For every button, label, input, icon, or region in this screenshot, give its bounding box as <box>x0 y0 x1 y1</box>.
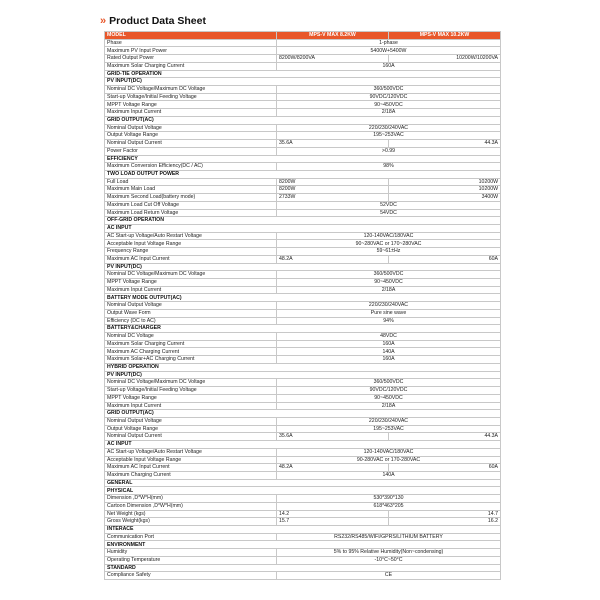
spec-row <box>105 163 501 171</box>
spec-label: Dimension ,D*W*H(mm) <box>105 495 277 503</box>
spec-value-shared: 98% <box>277 163 501 171</box>
spec-value-shared: 140A <box>277 348 501 356</box>
spec-row <box>105 93 501 101</box>
spec-value-shared: 195~253VAC <box>277 425 501 433</box>
spec-value-shared: 5400W+5400W <box>277 47 501 55</box>
spec-label: Maximum Conversion Efficiency(DC / AC) <box>105 163 277 171</box>
spec-label: Compliance Safety <box>105 572 277 580</box>
spec-label: Nominal DC Voltage <box>105 333 277 341</box>
spec-value-shared: 530*390*130 <box>277 495 501 503</box>
spec-label: Power Factor <box>105 147 277 155</box>
spec-label: Maximum Input Current <box>105 402 277 410</box>
spec-row <box>105 279 501 287</box>
spec-row <box>105 140 501 148</box>
spec-row <box>105 248 501 256</box>
spec-row <box>105 255 501 263</box>
spec-label: Nominal DC Voltage/Maximum DC Voltage <box>105 379 277 387</box>
spec-label: Maximum Input Current <box>105 286 277 294</box>
spec-value-shared: 2/18A <box>277 286 501 294</box>
section-heading: GENERAL <box>105 479 501 487</box>
spec-label: Output Voltage Range <box>105 425 277 433</box>
spec-value-shared: 94% <box>277 317 501 325</box>
spec-value-shared: CE <box>277 572 501 580</box>
subsection-heading-row <box>105 526 501 534</box>
spec-label: Start-up Voltage/Initial Feeding Voltage <box>105 93 277 101</box>
subsection-heading-row <box>105 541 501 549</box>
spec-row <box>105 62 501 70</box>
spec-value-shared: 220/230/240VAC <box>277 124 501 132</box>
page-title-text: Product Data Sheet <box>109 15 206 27</box>
subsection-heading-row <box>105 410 501 418</box>
spec-value-shared: 360/500VDC <box>277 271 501 279</box>
spec-value-shared: 52VDC <box>277 201 501 209</box>
subsection-heading: GRID OUTPUT(AC) <box>105 410 501 418</box>
spec-value-10-2kw: 3400W <box>389 194 501 202</box>
spec-row <box>105 549 501 557</box>
spec-label: Nominal Output Voltage <box>105 124 277 132</box>
spec-row <box>105 109 501 117</box>
table-header-row <box>105 32 501 40</box>
spec-value-shared: 90~450VDC <box>277 101 501 109</box>
spec-label: AC Start-up Voltage/Auto Restart Voltage <box>105 448 277 456</box>
spec-label: Nominal DC Voltage/Maximum DC Voltage <box>105 86 277 94</box>
section-heading: HYBRID OPERATION <box>105 363 501 371</box>
spec-value-10-2kw: 16.2 <box>389 518 501 526</box>
spec-label: Maximum PV Input Power <box>105 47 277 55</box>
spec-value-shared: 90~450VDC <box>277 394 501 402</box>
spec-label: Efficiency (DC to AC) <box>105 317 277 325</box>
spec-value-shared: 160A <box>277 62 501 70</box>
subsection-heading: PV INPUT(DC) <box>105 371 501 379</box>
subsection-heading: EFFICIENCY <box>105 155 501 163</box>
spec-row <box>105 433 501 441</box>
spec-label: Gross Weight(kgs) <box>105 518 277 526</box>
spec-value-shared: 360/500VDC <box>277 86 501 94</box>
spec-row <box>105 309 501 317</box>
spec-value-shared: 195~253VAC <box>277 132 501 140</box>
spec-label: Phase <box>105 39 277 47</box>
spec-value-shared: 48VDC <box>277 333 501 341</box>
spec-row <box>105 387 501 395</box>
subsection-heading-row <box>105 564 501 572</box>
subsection-heading-row <box>105 263 501 271</box>
spec-label: MPPT Voltage Range <box>105 101 277 109</box>
spec-label: Maximum AC Charging Current <box>105 348 277 356</box>
spec-value-10-2kw: 44.3A <box>389 140 501 148</box>
section-heading-row <box>105 217 501 225</box>
spec-row <box>105 471 501 479</box>
spec-value-shared: 160A <box>277 356 501 364</box>
spec-row <box>105 186 501 194</box>
spec-row <box>105 572 501 580</box>
subsection-heading: ENVIRONMENT <box>105 541 501 549</box>
spec-label: Nominal Output Current <box>105 140 277 148</box>
spec-value-shared: 618*463*205 <box>277 502 501 510</box>
spec-row <box>105 502 501 510</box>
subsection-heading-row <box>105 155 501 163</box>
spec-label: Acceptable Input Voltage Range <box>105 240 277 248</box>
spec-value-shared: 120-140VAC/180VAC <box>277 448 501 456</box>
spec-label: Nominal Output Voltage <box>105 302 277 310</box>
spec-value-8-2kw: 8200W <box>277 186 389 194</box>
spec-label: Rated Output Power <box>105 55 277 63</box>
model-column-b: MPS-V MAX 10.2KW <box>389 32 501 40</box>
spec-label: Net Weight (kgs) <box>105 510 277 518</box>
spec-value-shared: 5% to 95% Relative Humidity(Non~condensing) <box>277 549 501 557</box>
spec-value-shared: -10°C~50°C <box>277 556 501 564</box>
spec-row <box>105 124 501 132</box>
spec-label: Maximum Solar+AC Charging Current <box>105 356 277 364</box>
spec-value-shared: 90~280VAC or 170~280VAC <box>277 240 501 248</box>
subsection-heading: GRID OUTPUT(AC) <box>105 116 501 124</box>
spec-label: Full Load <box>105 178 277 186</box>
subsection-heading-row <box>105 294 501 302</box>
subsection-heading-row <box>105 487 501 495</box>
spec-label: Maximum Second Load(battery mode) <box>105 194 277 202</box>
spec-label: MPPT Voltage Range <box>105 279 277 287</box>
spec-label: Maximum Solar Charging Current <box>105 340 277 348</box>
spec-value-10-2kw: 10200W/10200VA <box>389 55 501 63</box>
spec-value-shared: RS232/RS485/WIFI/GPRS/LITHIUM BATTERY <box>277 533 501 541</box>
spec-value-shared: 140A <box>277 471 501 479</box>
spec-row <box>105 132 501 140</box>
spec-value-8-2kw: 8200W/8200VA <box>277 55 389 63</box>
subsection-heading: TWO LOAD OUTPUT POWER <box>105 170 501 178</box>
spec-row <box>105 510 501 518</box>
subsection-heading: BATTERY MODE OUTPUT(AC) <box>105 294 501 302</box>
spec-value-8-2kw: 2733W <box>277 194 389 202</box>
spec-row <box>105 340 501 348</box>
spec-row <box>105 456 501 464</box>
spec-row <box>105 101 501 109</box>
spec-value-8-2kw: 35.6A <box>277 433 389 441</box>
spec-value-shared: 220/230/240VAC <box>277 417 501 425</box>
subsection-heading-row <box>105 116 501 124</box>
spec-value-shared: 54VDC <box>277 209 501 217</box>
page-title <box>100 14 206 28</box>
subsection-heading-row <box>105 224 501 232</box>
spec-value-10-2kw: 60A <box>389 464 501 472</box>
spec-row <box>105 201 501 209</box>
spec-value-shared: 90VDC/120VDC <box>277 387 501 395</box>
section-heading: OFF-GRID OPERATION <box>105 217 501 225</box>
spec-label: Maximum Input Current <box>105 109 277 117</box>
spec-row <box>105 232 501 240</box>
spec-value-10-2kw: 14.7 <box>389 510 501 518</box>
spec-value-10-2kw: 44.3A <box>389 433 501 441</box>
spec-row <box>105 86 501 94</box>
spec-row <box>105 178 501 186</box>
spec-row <box>105 240 501 248</box>
spec-value-shared: 2/18A <box>277 109 501 117</box>
spec-label: Maximum AC Input Current <box>105 255 277 263</box>
spec-value-8-2kw: 48.2A <box>277 464 389 472</box>
spec-row <box>105 194 501 202</box>
spec-row <box>105 271 501 279</box>
spec-label: Maximum Main Load <box>105 186 277 194</box>
spec-value-shared: 90VDC/120VDC <box>277 93 501 101</box>
spec-label: Acceptable Input Voltage Range <box>105 456 277 464</box>
spec-value-shared: 1-phase <box>277 39 501 47</box>
spec-row <box>105 379 501 387</box>
spec-value-shared: 360/500VDC <box>277 379 501 387</box>
section-heading-row <box>105 479 501 487</box>
spec-row <box>105 147 501 155</box>
subsection-heading-row <box>105 325 501 333</box>
subsection-heading: BATTERY&CHARGER <box>105 325 501 333</box>
spec-value-8-2kw: 35.6A <box>277 140 389 148</box>
subsection-heading: PV INPUT(DC) <box>105 263 501 271</box>
section-heading-row <box>105 70 501 78</box>
spec-label: Maximum AC Input Current <box>105 464 277 472</box>
subsection-heading-row <box>105 170 501 178</box>
spec-label: Maximum Load Return Voltage <box>105 209 277 217</box>
spec-row <box>105 495 501 503</box>
spec-value-shared: 160A <box>277 340 501 348</box>
spec-value-shared: 120-140VAC/180VAC <box>277 232 501 240</box>
spec-row <box>105 209 501 217</box>
spec-row <box>105 417 501 425</box>
spec-row <box>105 356 501 364</box>
spec-label: Output Voltage Range <box>105 132 277 140</box>
spec-row <box>105 55 501 63</box>
spec-row <box>105 333 501 341</box>
spec-value-10-2kw: 60A <box>389 255 501 263</box>
spec-value-shared: 59~61±Hz <box>277 248 501 256</box>
spec-value-shared: 90-280VAC or 170-280VAC <box>277 456 501 464</box>
spec-row <box>105 518 501 526</box>
subsection-heading: INTERACE <box>105 526 501 534</box>
spec-label: Cartoon Dimension ,D*W*H(mm) <box>105 502 277 510</box>
spec-label: Nominal Output Current <box>105 433 277 441</box>
spec-value-shared: 90~450VDC <box>277 279 501 287</box>
double-chevron-icon: » <box>100 15 106 27</box>
spec-label: Nominal DC Voltage/Maximum DC Voltage <box>105 271 277 279</box>
spec-row <box>105 556 501 564</box>
spec-label: MPPT Voltage Range <box>105 394 277 402</box>
spec-row <box>105 348 501 356</box>
spec-row <box>105 402 501 410</box>
spec-row <box>105 39 501 47</box>
product-data-table <box>104 31 501 580</box>
spec-value-8-2kw: 48.2A <box>277 255 389 263</box>
spec-value-10-2kw: 10200W <box>389 178 501 186</box>
spec-label: Communication Port <box>105 533 277 541</box>
spec-row <box>105 448 501 456</box>
subsection-heading: AC INPUT <box>105 441 501 449</box>
spec-value-8-2kw: 8200W <box>277 178 389 186</box>
subsection-heading: AC INPUT <box>105 224 501 232</box>
subsection-heading-row <box>105 78 501 86</box>
spec-row <box>105 302 501 310</box>
subsection-heading: PHYSICAL <box>105 487 501 495</box>
section-heading-row <box>105 363 501 371</box>
spec-value-10-2kw: 10200W <box>389 186 501 194</box>
subsection-heading: STANDARD <box>105 564 501 572</box>
spec-value-shared: >0.99 <box>277 147 501 155</box>
model-header: MODEL <box>105 32 277 40</box>
spec-label: Nominal Output Voltage <box>105 417 277 425</box>
spec-value-shared: 220/230/240VAC <box>277 302 501 310</box>
spec-label: Maximum Charging Current <box>105 471 277 479</box>
subsection-heading: PV INPUT(DC) <box>105 78 501 86</box>
subsection-heading-row <box>105 371 501 379</box>
spec-row <box>105 464 501 472</box>
spec-row <box>105 286 501 294</box>
spec-label: Operating Temperature <box>105 556 277 564</box>
spec-label: Start-up Voltage/Initial Feeding Voltage <box>105 387 277 395</box>
spec-row <box>105 317 501 325</box>
spec-label: Output Wave Form <box>105 309 277 317</box>
section-heading: GRID-TIE OPERATION <box>105 70 501 78</box>
spec-value-shared: Pure sine wave <box>277 309 501 317</box>
spec-row <box>105 533 501 541</box>
model-column-a: MPS-V MAX 8.2KW <box>277 32 389 40</box>
spec-label: Frequency Range <box>105 248 277 256</box>
spec-label: Humidity <box>105 549 277 557</box>
spec-row <box>105 425 501 433</box>
spec-row <box>105 47 501 55</box>
spec-value-8-2kw: 15.7 <box>277 518 389 526</box>
spec-value-shared: 2/18A <box>277 402 501 410</box>
spec-label: Maximum Load Cut Off Voltage <box>105 201 277 209</box>
subsection-heading-row <box>105 441 501 449</box>
spec-label: AC Start-up Voltage/Auto Restart Voltage <box>105 232 277 240</box>
spec-value-8-2kw: 14.2 <box>277 510 389 518</box>
spec-label: Maximum Solar Charging Current <box>105 62 277 70</box>
spec-row <box>105 394 501 402</box>
